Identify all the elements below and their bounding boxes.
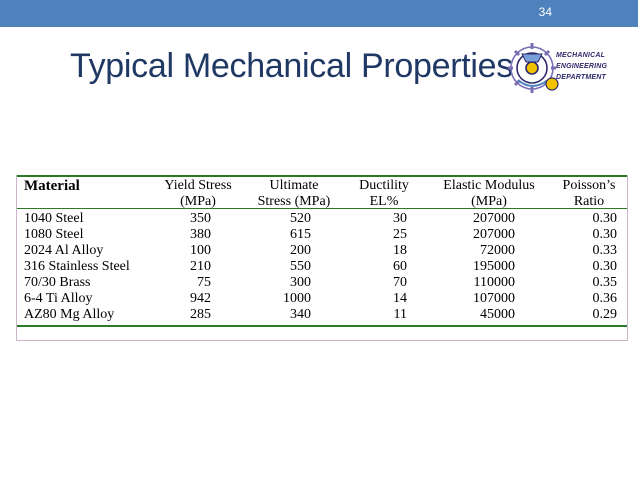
header-ultimate-line1: Ultimate — [269, 178, 319, 193]
header-modulus-line2: (MPa) — [471, 194, 507, 209]
table-cell: 316 Stainless Steel — [24, 259, 130, 274]
table-cell: 207000 — [473, 227, 515, 242]
table-cell: 0.30 — [592, 259, 617, 274]
header-poisson-line1: Poisson’s — [562, 178, 616, 193]
table-cell: 942 — [190, 291, 211, 306]
table-cell: 350 — [190, 211, 211, 226]
table-cell: 0.30 — [592, 211, 617, 226]
table-cell: 110000 — [473, 275, 515, 290]
table-cell: 0.30 — [592, 227, 617, 242]
table-cell: 25 — [393, 227, 407, 242]
table-cell: 70/30 Brass — [24, 275, 91, 290]
table-cell: 6-4 Ti Alloy — [24, 291, 93, 306]
table-cell: 2024 Al Alloy — [24, 243, 104, 258]
table-cell: 30 — [393, 211, 407, 226]
table-cell: 18 — [393, 243, 407, 258]
table-cell: 0.35 — [592, 275, 617, 290]
table-cell: 107000 — [473, 291, 515, 306]
logo-text-line3: DEPARTMENT — [556, 74, 606, 81]
logo-text-line1: MECHANICAL — [556, 52, 606, 59]
table-cell: 300 — [290, 275, 311, 290]
table-cell: 200 — [290, 243, 311, 258]
table-cell: 520 — [290, 211, 311, 226]
header-yield-line1: Yield Stress — [164, 178, 232, 193]
header-poisson-line2: Ratio — [573, 194, 605, 209]
table-cell: 210 — [190, 259, 211, 274]
table-cell: 380 — [190, 227, 211, 242]
table-cell: 1000 — [283, 291, 311, 306]
table-cell: 1080 Steel — [24, 227, 84, 242]
table-cell: 615 — [290, 227, 311, 242]
table-cell: 70 — [393, 275, 407, 290]
table-cell: 100 — [190, 243, 211, 258]
properties-table — [16, 175, 628, 341]
table-cell: 1040 Steel — [24, 211, 84, 226]
table-cell: 0.29 — [592, 307, 617, 322]
top-bar — [0, 0, 638, 27]
table-cell: 340 — [290, 307, 311, 322]
table-cell: 45000 — [480, 307, 515, 322]
logo-text-line2: ENGINEERING — [556, 63, 608, 70]
table-cell: 14 — [393, 291, 407, 306]
header-ultimate-line2: Stress (MPa) — [257, 194, 331, 209]
header-material: Material — [24, 178, 80, 194]
table-cell: 550 — [290, 259, 311, 274]
header-ductility-line1: Ductility — [359, 178, 409, 193]
table-top-rule — [17, 175, 627, 177]
table-cell: 285 — [190, 307, 211, 322]
header-yield-line2: (MPa) — [180, 194, 216, 209]
table-cell: 72000 — [480, 243, 515, 258]
table-bottom-rule — [17, 325, 627, 327]
table-cell: 60 — [393, 259, 407, 274]
table-cell: AZ80 Mg Alloy — [24, 307, 115, 322]
table-cell: 75 — [197, 275, 211, 290]
table-cell: 207000 — [473, 211, 515, 226]
table-cell: 11 — [393, 307, 407, 322]
slide-title: Typical Mechanical Properties — [70, 47, 513, 85]
header-ductility-line2: EL% — [369, 194, 399, 209]
table-cell: 0.36 — [592, 291, 617, 306]
header-modulus-line1: Elastic Modulus — [443, 178, 535, 193]
table-cell: 0.33 — [592, 243, 617, 258]
table-cell: 195000 — [473, 259, 515, 274]
slide-number: 34 — [538, 5, 552, 19]
